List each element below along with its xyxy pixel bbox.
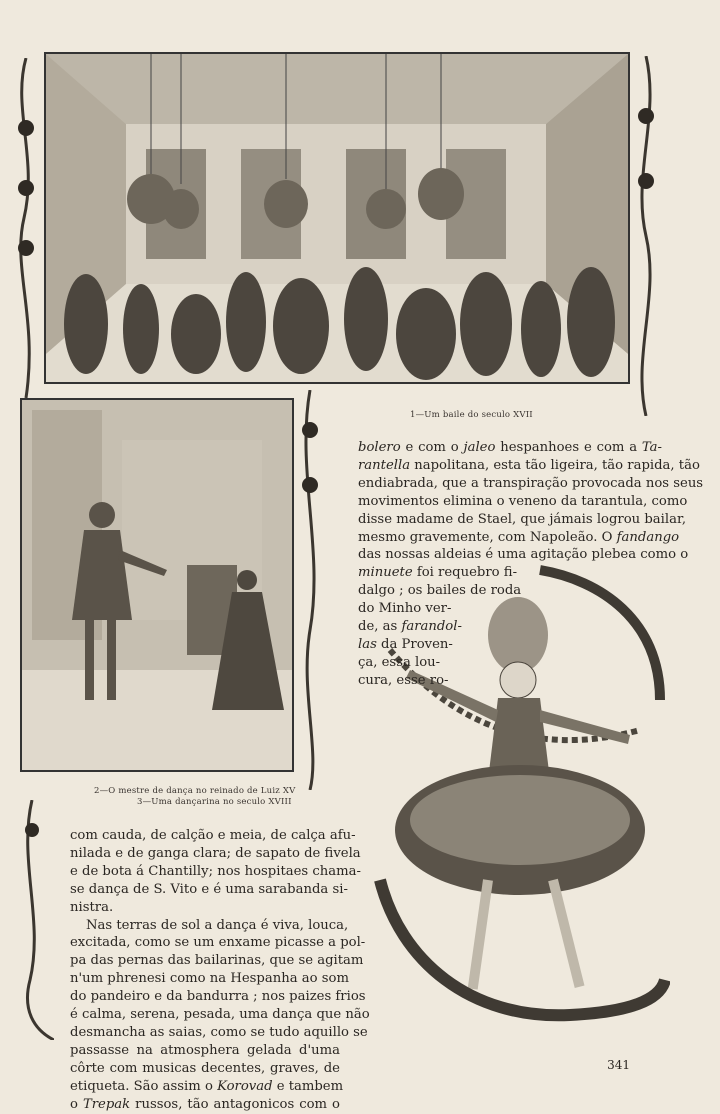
text-line: las da Proven- (358, 636, 453, 652)
bottom-left-vine-border (14, 800, 54, 1040)
text-line: Nas terras de sol a dança é viva, louca, (86, 917, 349, 933)
text-line: do Minho ver- (358, 601, 452, 617)
text-line: pa das pernas das bailarinas, que se agitam (70, 953, 364, 969)
text-line: minuete foi requebro fi- (358, 565, 518, 581)
text-line: bolero e com o jaleo hespanhoes e com a Ta- (358, 440, 662, 455)
text-line: nistra. (70, 899, 114, 915)
text-line: passasse na atmosphera gelada d'uma (70, 1042, 340, 1058)
text-line: nilada e de ganga clara; de sapato de fivela (70, 845, 361, 861)
ballroom-engraving (44, 52, 630, 384)
left-column-text (70, 827, 370, 1114)
right-column-text (358, 439, 704, 690)
figure-1-caption: 1—Um baile do seculo XVII (410, 410, 533, 420)
text-line: com cauda, de calção e meia, de calça afu- (70, 828, 356, 843)
text-line: côrte com musicas decentes, graves, de (70, 1060, 340, 1076)
text-line: do pandeiro e da bandurra ; nos paizes frios (70, 989, 366, 1005)
text-line: dalgo ; os bailes de roda (358, 583, 522, 599)
text-line: excitada, como se um enxame picasse a pol- (70, 935, 366, 951)
dance-master-engraving (20, 398, 294, 772)
middle-vine-border (290, 390, 330, 790)
page-number: 341 (607, 1058, 630, 1072)
text-line: e de bota á Chantilly; nos hospitaes chama- (70, 863, 361, 879)
left-vine-border (8, 58, 44, 398)
text-line: endiabrada, que a transpiração provocada nos seus (358, 475, 704, 491)
figure-3-caption: 3—Uma dançarina no seculo XVIII (137, 797, 292, 807)
text-line: é calma, serena, pesada, uma dança que não (70, 1007, 370, 1023)
figure-2-caption: 2—O mestre de dança no reinado de Luiz XV (94, 786, 296, 796)
text-line: se dança de S. Vito e é uma sarabanda si- (70, 881, 348, 897)
text-line: ça, essa lou- (358, 654, 441, 670)
text-line: mesmo gravemente, com Napoleão. O fandango (358, 529, 680, 545)
text-line: de, as farandol- (358, 619, 462, 635)
text-line: movimentos elimina o veneno da tarantula, como (358, 493, 688, 509)
text-line: rantella napolitana, esta tão ligeira, tão rapida, tão (358, 457, 700, 473)
text-line: disse madame de Stael, que jámais logrou bailar, (358, 511, 687, 527)
text-line: etiqueta. São assim o Korovad e tambem (70, 1078, 344, 1094)
text-line: o Trepak russos, tão antagonicos com o (70, 1096, 340, 1112)
text-line: cura, esse ro- (358, 672, 449, 688)
text-line: desmancha as saias, como se tudo aquillo se (70, 1024, 368, 1040)
text-line: das nossas aldeias é uma agitação plebea como o (358, 547, 689, 563)
right-vine-border (628, 56, 664, 416)
text-line: n'um phrenesi como na Hespanha ao som (70, 971, 349, 987)
